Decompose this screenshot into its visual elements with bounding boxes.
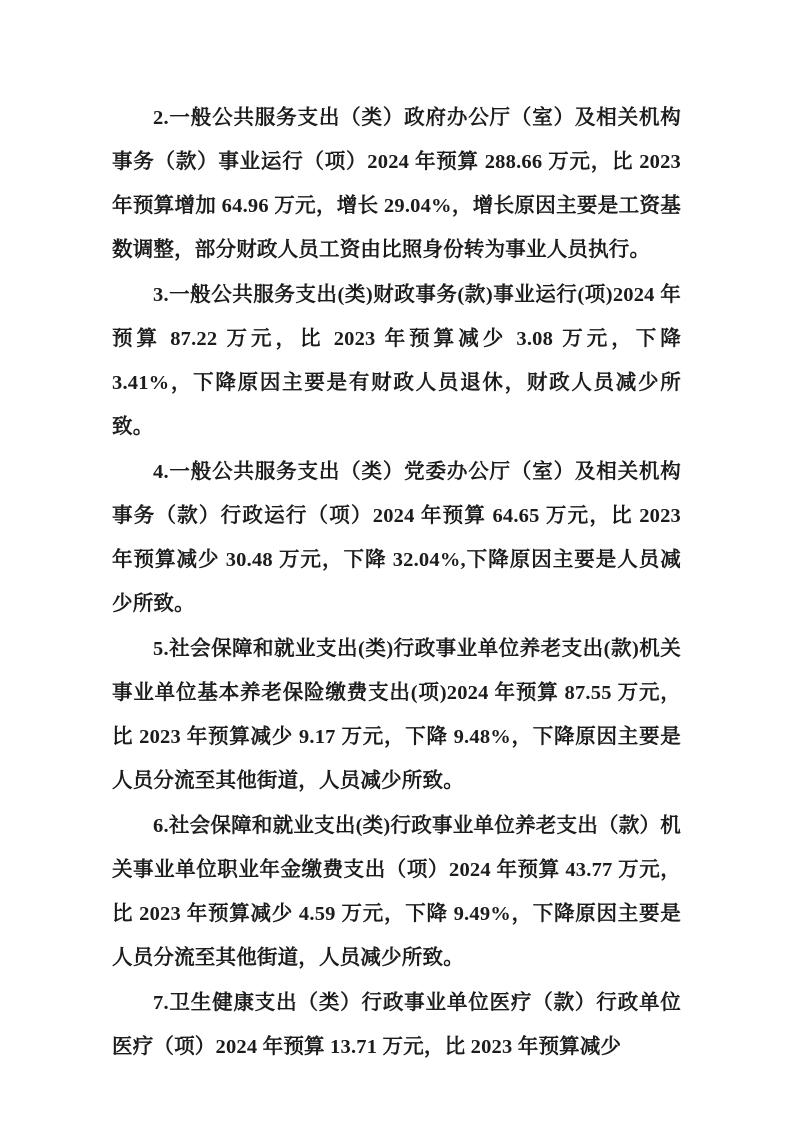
paragraph-6: 6.社会保障和就业支出(类)行政事业单位养老支出（款）机关事业单位职业年金缴费支出（项）2024 年预算 43.77 万元，比 2023 年预算减少 4.59 万元，下降 9.49%，下降原因主要是人员分流至其他街道，人员减少所致。 xyxy=(112,815,681,969)
paragraph-7: 7.卫生健康支出（类）行政事业单位医疗（款）行政单位医疗（项）2024 年预算 13.71 万元，比 2023 年预算减少 xyxy=(112,992,681,1058)
document-body xyxy=(112,96,681,1069)
paragraph-3: 3.一般公共服务支出(类)财政事务(款)事业运行(项)2024 年预算 87.22 万元，比 2023 年预算减少 3.08 万元，下降 3.41%，下降原因主要是有财政人员退休，财政人员减少所致。 xyxy=(112,284,681,438)
paragraph-4: 4.一般公共服务支出（类）党委办公厅（室）及相关机构事务（款）行政运行（项）2024 年预算 64.65 万元，比 2023 年预算减少 30.48 万元，下降 32.04%,下降原因主要是人员减少所致。 xyxy=(112,461,681,615)
paragraph-5: 5.社会保障和就业支出(类)行政事业单位养老支出(款)机关事业单位基本养老保险缴费支出(项)2024 年预算 87.55 万元，比 2023 年预算减少 9.17 万元，下降 9.48%，下降原因主要是人员分流至其他街道，人员减少所致。 xyxy=(112,638,681,792)
paragraph-2: 2.一般公共服务支出（类）政府办公厅（室）及相关机构事务（款）事业运行（项）2024 年预算 288.66 万元，比 2023 年预算增加 64.96 万元，增长 29.04%，增长原因主要是工资基数调整，部分财政人员工资由比照身份转为事业人员执行。 xyxy=(112,107,681,261)
